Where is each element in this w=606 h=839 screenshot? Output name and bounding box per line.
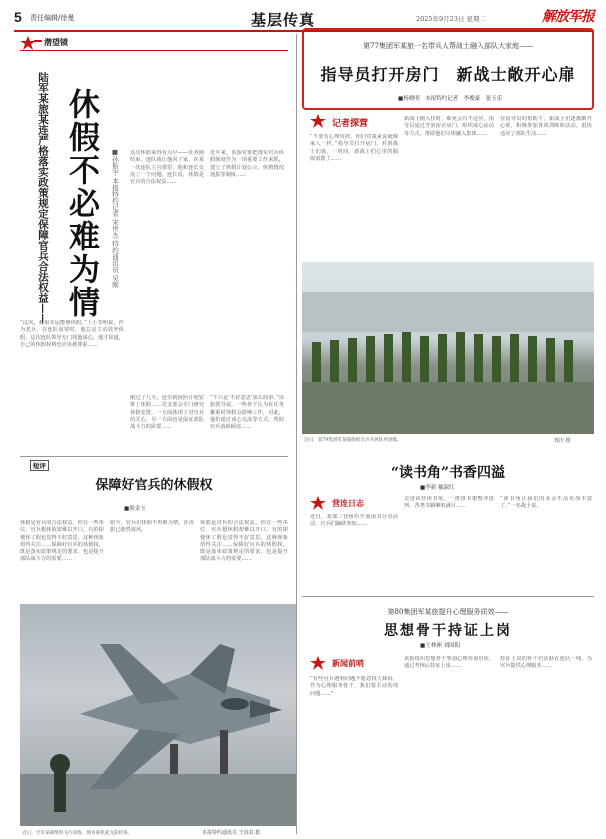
feature-body-col3: 在指导员的帮助下，新战士们逐渐敞开心扉，积极参加各项训练和活动，很快适应了部队生活……	[500, 116, 592, 137]
lower-kicker: 第80集团军某旅提升心理服务质效——	[387, 608, 509, 616]
photo-caption-troops: 近日，第79集团军某旅组织官兵开展队列训练。	[304, 438, 402, 443]
column-tag-rule	[20, 50, 288, 51]
section-title: 基层传真	[251, 11, 316, 29]
page-header	[14, 8, 594, 30]
comment-body-col3: 休假是官兵的合法权益。但在一些单位，官兵想休假却难以开口，有的即便休了假也觉得不好意思，这种现象值得关注……保障好官兵的休假权，既是落实政策规定的要求，也是提升部队战斗力的需要……	[200, 520, 288, 563]
lower-body-col1: “有些官兵遇到问题不愿意找人倾诉，作为心理服务骨干，我们要主动发现问题……”	[310, 676, 398, 697]
lower-byline: ■王林洲 刘国阳	[420, 643, 460, 649]
divider	[20, 456, 288, 457]
page-number: 5	[14, 9, 22, 25]
story-body-col3: “这次，我很幸运能够休假。”上士李明说，作为老兵，在连队需要时，他总是主动放弃休假。这次连队领导专门找他谈心，他才知道，自己的休假权利也应该被尊重……	[20, 320, 124, 348]
feature-kicker: 第77集团军某旅一名带兵人帮战士融入部队大家庭——	[363, 42, 533, 50]
story-headline: 休假不必难为情	[63, 88, 99, 319]
star-icon	[310, 656, 332, 670]
story-body-col2: 近年来，该旅党委把落实官兵休假制度作为一项重要工作来抓，建立了休假计划公示、休假情况通报等制度……	[210, 150, 284, 178]
story-subtitle: 陆军某旅某连严格落实政策规定保障官兵合法权益——	[37, 72, 49, 324]
comment-body-col2: 如今，官兵们休假不再难为情，在该旅已蔚然成风。	[110, 520, 194, 534]
reading-byline: ■李新 戴淑红	[420, 485, 455, 491]
star-icon	[20, 36, 42, 50]
jet-photo	[20, 604, 296, 826]
newspaper-logo: 解放军报	[542, 9, 594, 25]
photo-caption-jet: 近日，空军某部组织飞行训练，图为战机起飞前检查。	[22, 831, 133, 836]
editor-credit: 责任编辑/徐曼	[30, 14, 75, 22]
reading-headline: “读书角”书香四溢	[390, 465, 506, 481]
divider	[302, 596, 594, 597]
reading-body-col1: 近日，某部三营组织开展读书分享活动，官兵们踊跃参加……	[310, 514, 398, 528]
lower-body-col2: 该旅组织思想骨干参加心理咨询培训，通过考核后持证上岗……	[404, 656, 494, 670]
story-byline: ■孙振宇 本报特约记者 宋世杰 特约通讯员 吴刚	[111, 148, 119, 288]
feature-body-col1: “不要有心理负担，你们对我来说就像家人一样。”指导员打开房门，对新战士们说。一时间，新战士们心里的隔阂消散了……	[310, 134, 398, 162]
column-divider	[296, 34, 297, 834]
feature-byline: ■杨晓明 本报特约记者 李俊豪 张玉乐	[398, 96, 503, 102]
story-body-col5: “不只是‘不好意思’那么简单。”该旅领导说，一些骨干认为在任务繁重时休假会影响工作，对此，他们通过谈心交流等方式，帮助官兵消除顾虑……	[210, 395, 284, 431]
comment-body-col1: 休假是官兵的合法权益。但在一些单位，官兵想休假却难以开口，有的即便休了假也觉得不好意思，这种现象值得关注……保障好官兵的休假权，既是落实政策规定的要求，也是提升部队战斗力的需要……	[20, 520, 104, 563]
troops-photo	[302, 262, 594, 434]
reading-body-col3: “读书角让我们的业余生活更加丰富了。”一名战士说。	[500, 496, 592, 510]
issue-date: 2025年9月23日 星期二	[416, 15, 487, 23]
reading-body-col2: 走进该营读书角，一排排书架整齐排列，各类书籍琳琅满目……	[404, 496, 494, 510]
column-tag-periscope: 潜望镜	[44, 38, 68, 47]
feature-headline: 指导员打开房门 新战士敞开心扉	[320, 65, 576, 84]
lower-body-col3: 持证上岗的骨干们活跃在连队一线，为官兵提供心理服务……	[500, 656, 592, 670]
photo-credit-troops: 郑庆 摄	[554, 438, 571, 444]
photo-credit-jet: 本报特约通讯员 王国其 摄	[202, 830, 261, 836]
troops-illustration	[302, 262, 594, 434]
comment-tag: 短评	[30, 460, 49, 471]
feature-body-col2: 新战士刚入伍时，难免会有不适应。指导员通过开放宿舍房门、组织谈心活动等方式，帮助他们尽快融入集体……	[404, 116, 494, 137]
story-body-col4: 刚过了几天，连里就按照计划安排了休假……党支部会专门研究休假安排，一方面体现了对官兵的关心，另一方面也是保证部队战斗力的需要……	[130, 395, 204, 431]
lower-headline: 思想骨干持证上岗	[384, 623, 512, 639]
star-icon	[310, 114, 332, 128]
feature-column-tag: 记者探营	[332, 118, 369, 128]
story-body-col1: 这次休假来得有点早——任务刚结束，连队就让他回了家。在某一次连队主官那里，他和连长交流了一个问题，连长说，休假是官兵的合法权益……	[130, 150, 204, 186]
star-icon	[310, 496, 332, 510]
comment-byline: ■熊金玉	[124, 506, 146, 512]
fighter-jet-illustration	[20, 604, 296, 826]
lower-column-tag: 新闻前哨	[332, 659, 364, 668]
reading-column-tag: 营连日志	[332, 499, 364, 508]
comment-headline: 保障好官兵的休假权	[95, 478, 213, 493]
